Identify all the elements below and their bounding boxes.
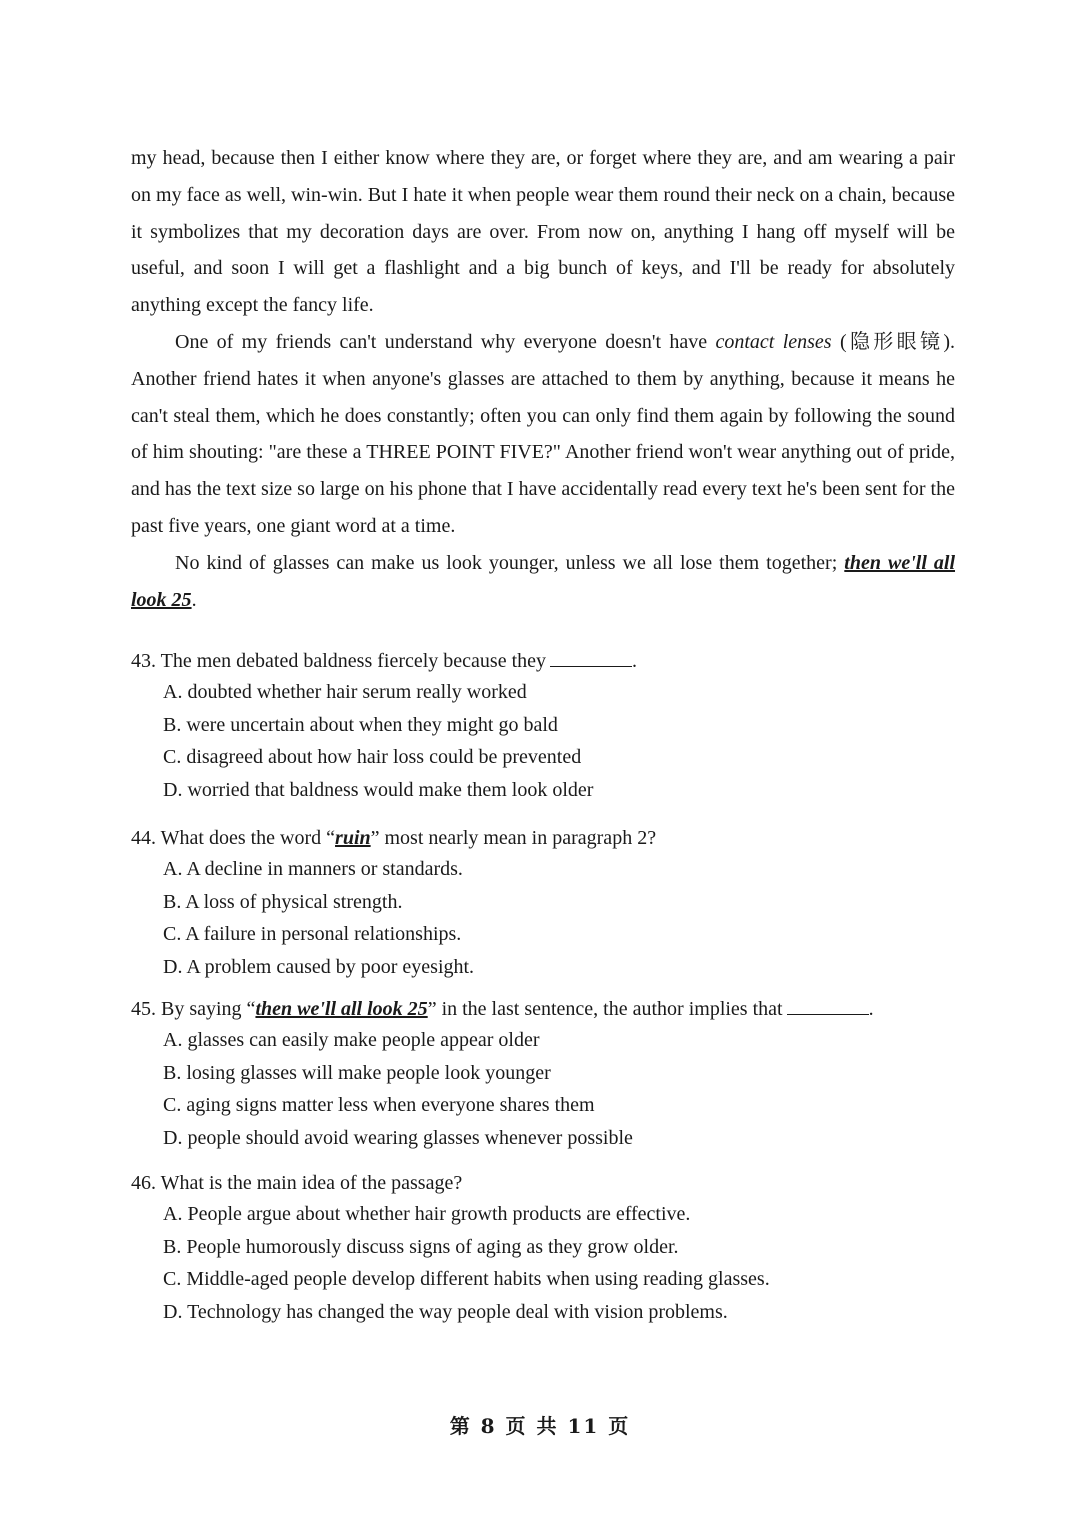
question-text: What is the main idea of the passage? bbox=[160, 1172, 463, 1194]
question-number: 44. bbox=[131, 827, 156, 849]
page-number-footer: 第 8 页 共 11 页 bbox=[449, 1414, 631, 1438]
answer-blank bbox=[787, 996, 869, 1015]
reading-passage bbox=[131, 140, 955, 618]
option-a: A. People argue about whether hair growth products are effective. bbox=[163, 1203, 691, 1225]
option-b: B. People humorously discuss signs of aging as they grow older. bbox=[163, 1235, 679, 1258]
option-d: D. A problem caused by poor eyesight. bbox=[163, 955, 475, 978]
question-46-stem bbox=[131, 1168, 955, 1198]
option-c: C. Middle-aged people develop different habits when using reading glasses. bbox=[163, 1268, 770, 1290]
paragraph-2-text-a: One of my friends can't understand why everyone doesn't have bbox=[175, 330, 716, 353]
question-43 bbox=[131, 646, 955, 806]
question-43-stem bbox=[131, 646, 955, 676]
option-b: B. A loss of physical strength. bbox=[163, 890, 403, 913]
question-text-b: ” most nearly mean in paragraph 2? bbox=[370, 827, 657, 849]
quoted-phrase: then we'll all look 25 bbox=[255, 998, 428, 1020]
question-45-stem bbox=[131, 994, 955, 1024]
contact-lenses-term: contact lenses bbox=[715, 330, 832, 353]
underlined-phrase: then we'll all look 25 bbox=[131, 551, 956, 611]
question-text-a: By saying “ bbox=[161, 998, 256, 1020]
paragraph-2-text-b: (隐形眼镜). Another friend hates it when anyone's glasses are attached to them by anything, because it means he can't steal them, which he does constantly; often you can only find them again by following the sound of him shouting: "are these a THREE POINT FIVE?" Another friend won't wear anything out of pride, and has the text size so large on his phone that I have accidentally read every text he's been sent for the past five years, one giant word at a time. bbox=[131, 330, 955, 537]
option-a: A. doubted whether hair serum really worked bbox=[163, 681, 527, 703]
option-c: C. A failure in personal relationships. bbox=[163, 923, 462, 945]
option-d: D. Technology has changed the way people deal with vision problems. bbox=[163, 1300, 728, 1323]
question-text-b: ” in the last sentence, the author implies that bbox=[427, 998, 783, 1020]
question-end: . bbox=[868, 998, 874, 1020]
question-number: 43. bbox=[131, 650, 156, 672]
option-a: A. glasses can easily make people appear older bbox=[163, 1029, 540, 1051]
question-text-a: What does the word “ bbox=[160, 827, 336, 849]
paragraph-1: my head, because then I either know where they are, or forget where they are, and am wearing a pair on my face as well, win-win. But I hate it when people wear them round their neck on a chain, because it symbolizes that my decoration days are over. From now on, anything I hang off myself will be useful, and soon I will get a flashlight and a big bunch of keys, and I'll be ready for absolutely anything except the fancy life. bbox=[131, 147, 955, 317]
paragraph-2 bbox=[131, 324, 955, 545]
question-46 bbox=[131, 1168, 955, 1328]
question-number: 46. bbox=[131, 1172, 156, 1194]
question-number: 45. bbox=[131, 998, 156, 1020]
question-45 bbox=[131, 994, 955, 1154]
answer-blank bbox=[550, 648, 632, 667]
paragraph-3-text-a: No kind of glasses can make us look younger, unless we all lose them together; bbox=[175, 551, 845, 574]
option-b: B. were uncertain about when they might go bald bbox=[163, 713, 558, 736]
question-44-stem bbox=[131, 823, 955, 853]
paragraph-3-text-b: . bbox=[191, 588, 197, 611]
option-d: D. people should avoid wearing glasses whenever possible bbox=[163, 1126, 633, 1149]
option-c: C. disagreed about how hair loss could be prevented bbox=[163, 746, 582, 768]
paragraph-3 bbox=[131, 545, 955, 619]
option-c: C. aging signs matter less when everyone shares them bbox=[163, 1094, 595, 1116]
option-a: A. A decline in manners or standards. bbox=[163, 858, 463, 880]
question-44 bbox=[131, 823, 955, 983]
option-d: D. worried that baldness would make them look older bbox=[163, 778, 594, 801]
question-end: . bbox=[632, 650, 638, 672]
target-word: ruin bbox=[335, 827, 371, 849]
question-text: The men debated baldness fiercely because they bbox=[160, 650, 547, 672]
option-b: B. losing glasses will make people look younger bbox=[163, 1061, 551, 1084]
